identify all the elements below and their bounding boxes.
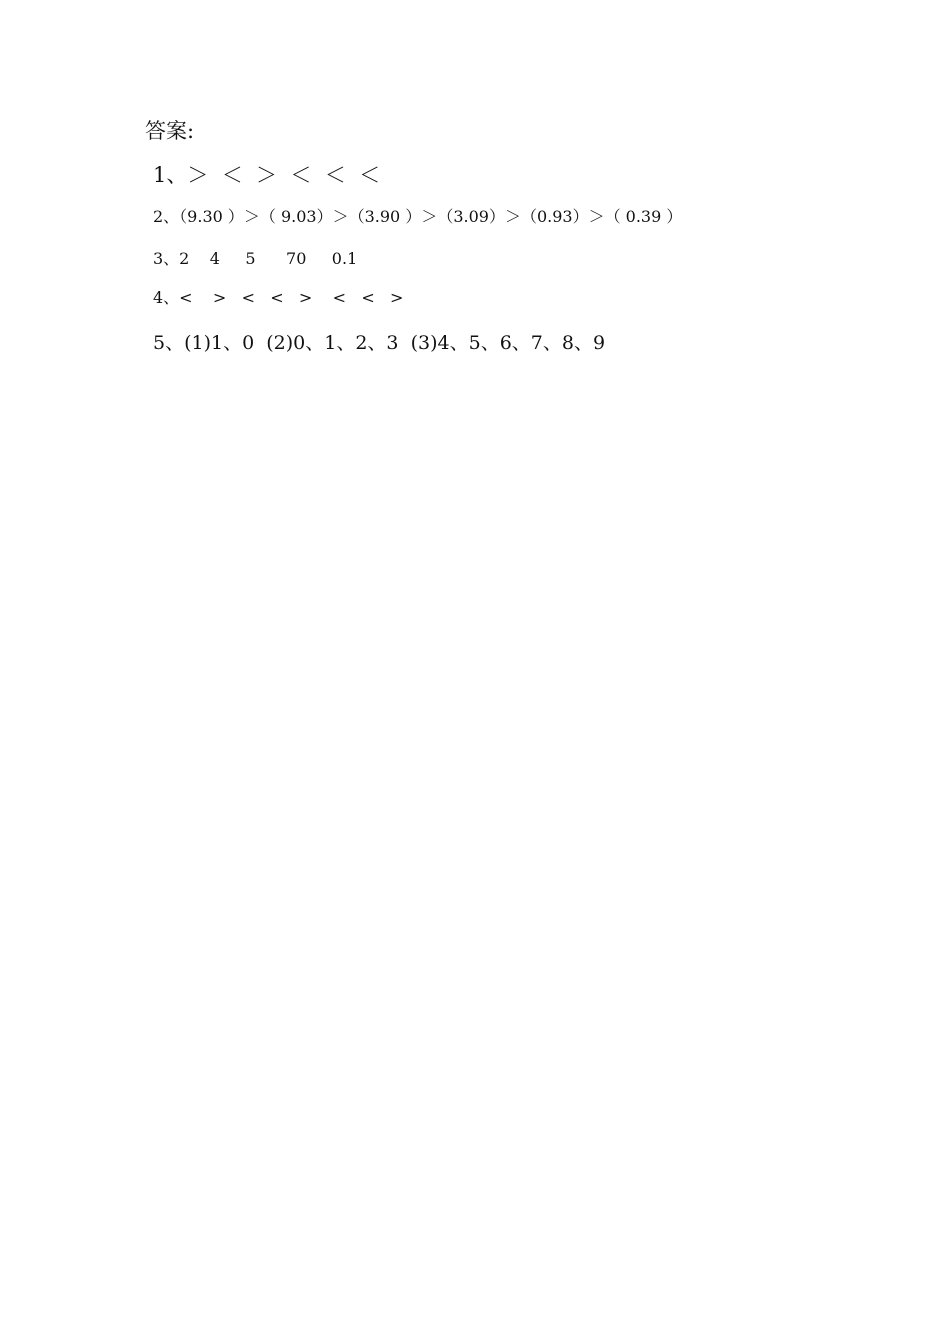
answer-line-5: 5、(1)1、0 (2)0、1、2、3 (3)4、5、6、7、8、9 (153, 332, 606, 354)
answer-line-3: 3、2 4 5 70 0.1 (153, 249, 358, 268)
answer-line-2: 2、（9.30 ）＞（ 9.03）＞（3.90 ）＞（3.09）＞（0.93）＞（ 0.39 ） (153, 207, 683, 226)
answer-line-4: 4、< > < < > < < > (153, 288, 404, 307)
answers-heading: 答案: (145, 119, 195, 143)
answer-line-1: 1、＞ ＜ ＞ ＜ ＜ ＜ (153, 163, 381, 187)
